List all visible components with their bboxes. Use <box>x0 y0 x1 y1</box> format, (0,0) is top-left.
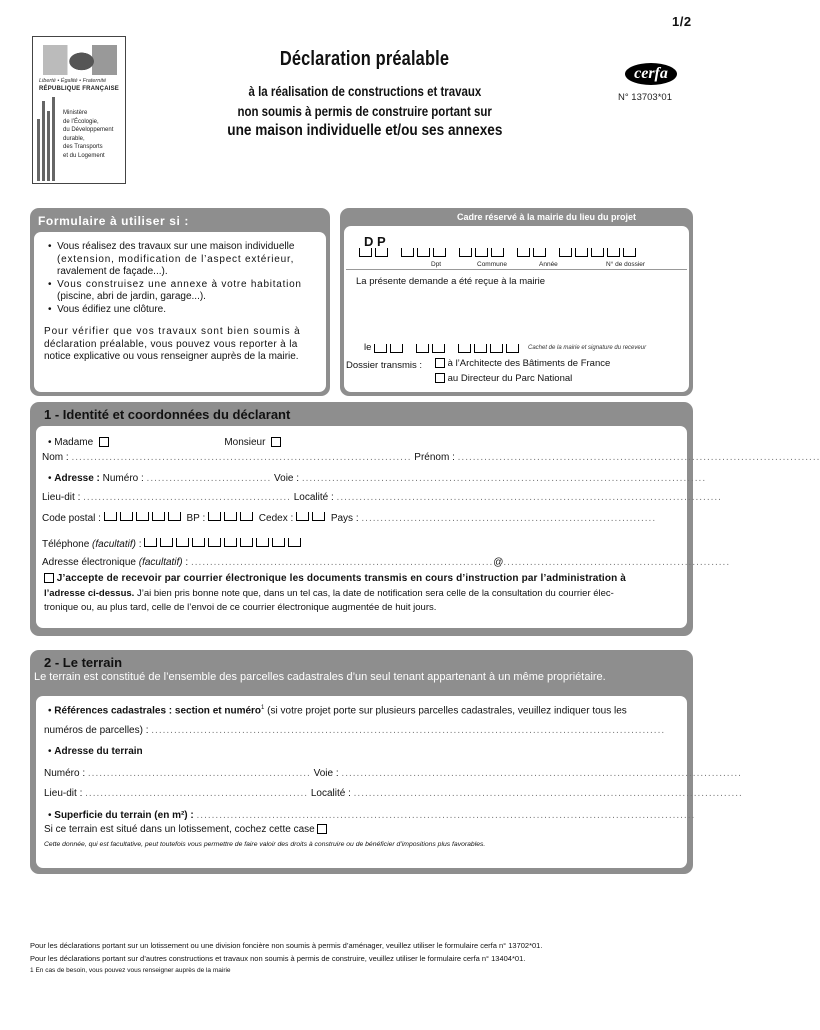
section2-body: • Références cadastrales : section et numéro$^1$ (si votre projet porte sur plusieurs parcelles cadastrales, veuillez indiquer tous les numéros de parcelles) : ........................................................................................................................................ • Adresse du terrain Numéro : ........................................................... Voie : .......................................................................................................... Lieu-dit : ........................................................... Localité : ....................................................................................................... • Superficie du terrain (en m²) : .................................................................................................................................... Si ce terrain est situé dans un lotissement, cochez cette case Cette donnée, qui est facultative, peut toutefois vous permettre de faire valoir des droits à construire ou de bénéficier d’impositions plus favorables. <box>36 696 687 868</box>
telephone-boxes[interactable] <box>144 539 304 550</box>
adresse-terrain-label: Adresse du terrain <box>54 746 143 757</box>
voie-field[interactable]: ........................................................................................................... <box>301 473 707 484</box>
footer-line-1: Pour les déclarations portant sur un lotissement ou une division foncière non soumis à permis d’aménager, veuillez utiliser le formulaire cerfa n° 13702*01. <box>30 941 543 950</box>
voie-label: Voie : <box>274 473 300 484</box>
lotissement-label: Si ce terrain est situé dans un lotissement, cochez cette case <box>44 824 315 835</box>
lieu-dit-field[interactable]: ....................................................... <box>83 492 291 503</box>
abf-label: à l’Architecte des Bâtiments de France <box>447 358 611 369</box>
received-text: La présente demande a été reçue à la mairie <box>356 276 546 287</box>
dp-label: D P <box>364 234 386 249</box>
refs-label: Références cadastrales : section et numéro <box>54 705 262 717</box>
terrain-voie-field[interactable]: .......................................................................................................... <box>341 768 742 779</box>
terrain-localite-field[interactable]: ....................................................................................................... <box>353 788 743 799</box>
divider <box>346 269 687 270</box>
telephone-facultatif: (facultatif) <box>92 539 136 550</box>
pays-label: Pays : <box>330 513 359 524</box>
nom-field[interactable]: .......................................................................................... <box>71 452 412 463</box>
madame-label: Madame <box>54 437 94 448</box>
bp-boxes[interactable] <box>208 513 256 524</box>
email-label: Adresse électronique <box>42 557 136 568</box>
madame-checkbox[interactable] <box>99 437 109 447</box>
mairie-frame <box>340 208 693 396</box>
lotissement-checkbox[interactable] <box>317 824 327 834</box>
logo-motto: Liberté • Égalité • Fraternité <box>39 78 107 84</box>
usage-bullet-2: • Vous construisez une annexe à votre habitation <box>48 278 302 290</box>
mairie-body <box>344 226 689 392</box>
cedex-boxes[interactable] <box>296 513 328 524</box>
code-postal-boxes[interactable] <box>104 513 184 524</box>
email-facultatif: (facultatif) <box>138 557 183 568</box>
stamp-label: Cachet de la mairie et signature du receveur <box>528 345 647 351</box>
cerfa-logo: cerfa <box>625 63 677 85</box>
nom-label: Nom : <box>42 452 69 463</box>
section2-title: 2 - Le terrain <box>44 655 123 670</box>
form-title: Déclaration préalable <box>279 48 450 70</box>
localite-label: Localité : <box>293 492 334 503</box>
section-terrain <box>30 650 743 874</box>
monsieur-checkbox[interactable] <box>271 437 281 447</box>
cerfa-number: N° 13703*01 <box>618 92 672 103</box>
page-number: 1/2 <box>672 14 692 29</box>
usage-header: Formulaire à utiliser si : <box>38 214 189 228</box>
telephone-label: Téléphone <box>42 539 90 550</box>
footer-line-2: Pour les déclarations portant sur d’autres constructions et travaux non soumis à permis de construire, veuillez utiliser le formulaire cerfa n° 13404*01. <box>30 954 526 963</box>
usage-bullet-3: • Vous édifiez une clôture. <box>48 303 167 315</box>
label-dossier: N° de dossier <box>606 261 646 268</box>
numero-field[interactable]: ................................. <box>146 473 272 484</box>
usage-check-text: Pour vérifier que vos travaux sont bien soumis à déclaration préalable, vous pouvez vous reporter à la notice explicative ou vous renseigner auprès de la mairie. <box>44 326 301 362</box>
dossier-transmis-label: Dossier transmis : <box>346 360 423 371</box>
parc-label: au Directeur du Parc National <box>447 373 573 384</box>
prenom-field[interactable]: ................................................................................................ <box>457 452 820 463</box>
pays-field[interactable]: .............................................................................. <box>361 513 657 524</box>
terrain-intro: Le terrain est constitué de l’ensemble des parcelles cadastrales d’un seul tenant appartenant à un même propriétaire. <box>34 671 606 683</box>
numero-label: Numéro : <box>102 473 144 484</box>
dossier-number-boxes[interactable] <box>359 248 639 257</box>
label-commune: Commune <box>477 261 507 268</box>
superficie-field[interactable]: .................................................................................................................................... <box>196 810 696 821</box>
code-postal-label: Code postal : <box>42 513 101 524</box>
mairie-header: Cadre réservé à la mairie du lieu du projet <box>456 212 637 222</box>
label-dpt: Dpt <box>431 261 442 268</box>
monsieur-label: Monsieur <box>224 437 266 448</box>
terrain-numero-field[interactable]: ........................................................... <box>87 768 311 779</box>
prenom-label: Prénom : <box>414 452 455 463</box>
logo-republic: RÉPUBLIQUE FRANÇAISE <box>39 86 120 92</box>
label-annee: Année <box>539 261 558 268</box>
abf-checkbox[interactable] <box>435 358 445 368</box>
terrain-lieu-dit-field[interactable]: ........................................................... <box>85 788 309 799</box>
lieu-dit-label: Lieu-dit : <box>42 492 81 503</box>
section1-title: 1 - Identité et coordonnées du déclarant <box>44 407 291 422</box>
email-domain-field[interactable]: ............................................................ <box>503 557 731 568</box>
accept-email-checkbox[interactable] <box>44 573 54 583</box>
localite-field[interactable]: ...................................................................................................... <box>336 492 722 503</box>
accept-email-text: J’accepte de recevoir par courrier électronique les documents transmis en cours d’instruction par l’administration à <box>56 573 627 584</box>
date-received-boxes[interactable] <box>374 344 522 353</box>
section-declarant <box>30 402 820 636</box>
superficie-note: Cette donnée, qui est facultative, peut toutefois vous permettre de faire valoir des droits à construire ou de bénéficier d’impositions plus favorables. <box>44 841 486 848</box>
le-label: le <box>364 342 372 353</box>
adresse-label: Adresse : <box>54 473 100 484</box>
parc-checkbox[interactable] <box>435 373 445 383</box>
section1-body: • Madame Monsieur Nom : .......................................................................................... Prénom : ................................................................................................ • Adresse : Numéro : ................................. Voie : ........................................................................................................... Lieu-dit : ....................................................... Localité : ...................................................................................................... Code postal : BP : Cedex : Pays : .............................................................................. Téléphone (facultatif) : Adresse électronique (facultatif) : ................................................................................@............................................................ J’accepte de recevoir par courrier électronique les documents transmis en cours d’instruction par l’administration à l’adresse ci-dessus. J’ai bien pris bonne note que, dans un tel cas, la date de notification sera celle de la consultation du courrier élec- tronique ou, au plus tard, celle de l’envoi de ce courrier électronique augmentée de huit jours. <box>36 426 687 628</box>
usage-bullet-1: • Vous réalisez des travaux sur une maison individuelle <box>48 241 295 252</box>
form-subtitle-1: à la réalisation de constructions et travaux <box>248 84 481 99</box>
cedex-label: Cedex : <box>258 513 294 524</box>
form-subtitle-3: une maison individuelle et/ou ses annexes <box>226 122 503 139</box>
footer-note: 1 En cas de besoin, vous pouvez vous renseigner auprès de la mairie <box>30 967 231 974</box>
email-user-field[interactable]: ................................................................................ <box>190 557 494 568</box>
form-subtitle-2: non soumis à permis de construire portant sur <box>237 104 492 119</box>
refs-field[interactable]: ........................................................................................................................................ <box>151 725 666 736</box>
email-at: @ <box>493 557 504 568</box>
bp-label: BP : <box>186 513 206 524</box>
usage-frame <box>30 208 330 396</box>
ministry-name: Ministère de l’Écologie, du Développement durable, des Transports et du Logement <box>63 110 114 159</box>
superficie-label: Superficie du terrain (en m²) : <box>54 810 194 821</box>
reeds-graphic <box>37 97 59 181</box>
usage-body: • Vous réalisez des travaux sur une maison individuelle (extension, modification de l’aspect extérieur, ravalement de façade...). • Vous construisez une annexe à votre habitation (piscine, abri de jardin, garage...). • Vous édifiez une clôture. Pour vérifier que vos travaux sont bien soumis à déclaration préalable, vous pouvez vous reporter à la notice explicative ou vous renseigner auprès de la mairie. <box>34 232 326 392</box>
